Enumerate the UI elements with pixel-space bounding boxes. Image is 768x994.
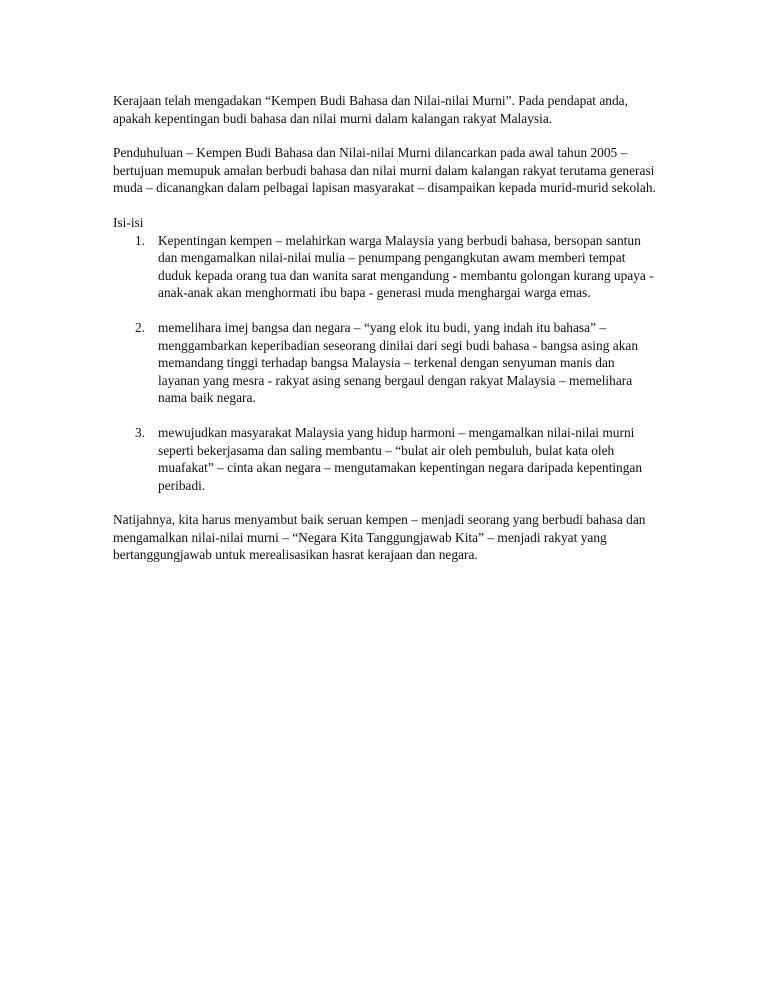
list-item	[113, 232, 658, 302]
list-item-number: 3.	[135, 424, 146, 440]
list-item-number: 2.	[135, 319, 146, 335]
document-body	[113, 92, 658, 564]
list-item	[113, 424, 658, 494]
introduction-paragraph: Penduhuluan – Kempen Budi Bahasa dan Nilai-nilai Murni dilancarkan pada awal tahun 2005 – bertujuan memupuk amalan berbudi bahasa dan nilai murni dalam kalangan rakyat terutama generasi muda – dicanangkan dalam pelbagai lapisan masyarakat – disampaikan kepada murid-murid sekolah.	[113, 145, 656, 196]
list-item-text: mewujudkan masyarakat Malaysia yang hidup harmoni – mengamalkan nilai-nilai murni seperti bekerjasama dan saling membantu – “bulat air oleh pembuluh, bulat kata oleh muafakat” – cinta akan negara – mengutamakan kepentingan negara daripada kepentingan peribadi.	[158, 424, 643, 493]
list-item	[113, 319, 658, 407]
points-list	[113, 232, 658, 495]
essay-question: Kerajaan telah mengadakan “Kempen Budi Bahasa dan Nilai-nilai Murni”. Pada pendapat anda, apakah kepentingan budi bahasa dan nilai murni dalam kalangan rakyat Malaysia.	[113, 93, 628, 126]
list-item-text: Kepentingan kempen – melahirkan warga Malaysia yang berbudi bahasa, bersopan santun dan mengamalkan nilai-nilai mulia – penumpang pengangkutan awam memberi tempat duduk kepada orang tua dan wanita sarat mengandung - membantu golongan kurang upaya - anak-anak akan menghormati ibu bapa - generasi muda menghargai warga emas.	[158, 232, 654, 301]
conclusion-paragraph: Natijahnya, kita harus menyambut baik seruan kempen – menjadi seorang yang berbudi bahasa dan mengamalkan nilai-nilai murni – “Negara Kita Tanggungjawab Kita” – menjadi rakyat yang bertanggungjawab untuk merealisasikan hasrat kerajaan dan negara.	[113, 512, 646, 563]
list-item-number: 1.	[135, 232, 146, 248]
body-heading: Isi-isi	[113, 214, 144, 230]
list-item-text: memelihara imej bangsa dan negara – “yang elok itu budi, yang indah itu bahasa” – menggambarkan keperibadian seseorang dinilai dari segi budi bahasa - bangsa asing akan memandang tinggi terhadap bangsa Malaysia – terkenal dengan senyuman manis dan layanan yang mesra - rakyat asing senang bergaul dengan rakyat Malaysia – memelihara nama baik negara.	[158, 319, 639, 406]
